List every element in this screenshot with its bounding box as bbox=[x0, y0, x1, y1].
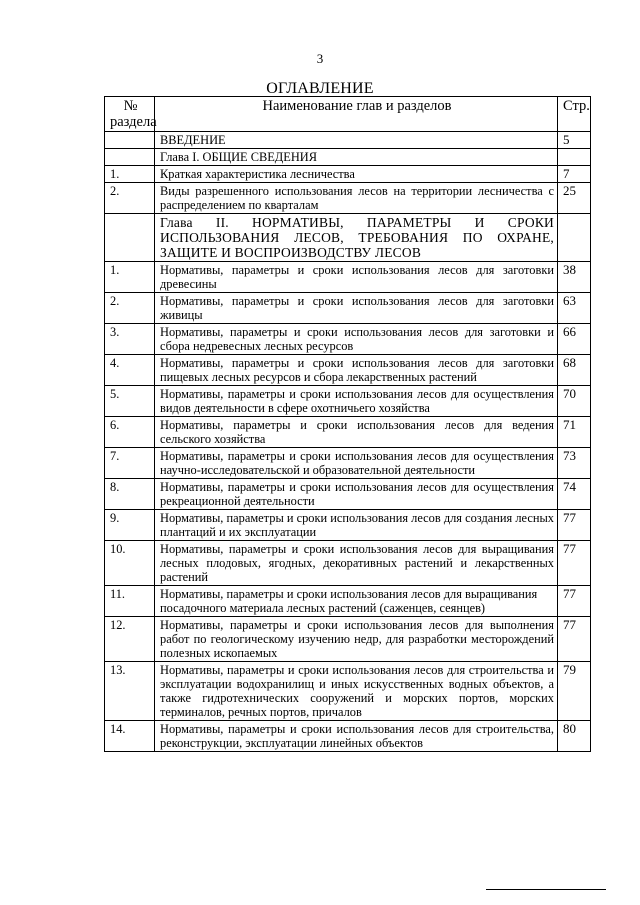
toc-row bbox=[105, 132, 591, 149]
toc-row bbox=[105, 510, 591, 541]
row-title: Нормативы, параметры и сроки использования лесов для осуществления научно-исследовательской и образовательной деятельности bbox=[155, 448, 558, 479]
row-title: Нормативы, параметры и сроки использования лесов для осуществления рекреационной деятельности bbox=[155, 479, 558, 510]
row-page: 63 bbox=[558, 293, 591, 324]
row-page: 74 bbox=[558, 479, 591, 510]
row-number: 2. bbox=[105, 293, 155, 324]
row-title: Глава II. НОРМАТИВЫ, ПАРАМЕТРЫ И СРОКИ ИСПОЛЬЗОВАНИЯ ЛЕСОВ, ТРЕБОВАНИЯ ПО ОХРАНЕ, ЗАЩИТЕ И ВОСПРОИЗВОДСТВУ ЛЕСОВ bbox=[155, 214, 558, 262]
row-page: 77 bbox=[558, 510, 591, 541]
row-page: 5 bbox=[558, 132, 591, 149]
row-number: 14. bbox=[105, 721, 155, 752]
toc-row bbox=[105, 721, 591, 752]
row-page bbox=[558, 214, 591, 262]
toc-row bbox=[105, 355, 591, 386]
toc-row bbox=[105, 586, 591, 617]
toc-row bbox=[105, 617, 591, 662]
toc-row bbox=[105, 417, 591, 448]
row-page: 66 bbox=[558, 324, 591, 355]
row-page: 77 bbox=[558, 586, 591, 617]
footer-divider bbox=[486, 889, 606, 890]
row-title: Глава I. ОБЩИЕ СВЕДЕНИЯ bbox=[155, 149, 558, 166]
header-page: Стр. bbox=[558, 97, 591, 132]
toc-header-row bbox=[105, 97, 591, 132]
row-page: 7 bbox=[558, 166, 591, 183]
row-title: Нормативы, параметры и сроки использования лесов для заготовки древесины bbox=[155, 262, 558, 293]
row-page: 38 bbox=[558, 262, 591, 293]
row-page: 71 bbox=[558, 417, 591, 448]
row-number: 1. bbox=[105, 166, 155, 183]
toc-row bbox=[105, 149, 591, 166]
row-page bbox=[558, 149, 591, 166]
row-title: Нормативы, параметры и сроки использования лесов для ведения сельского хозяйства bbox=[155, 417, 558, 448]
toc-row bbox=[105, 293, 591, 324]
row-title: Нормативы, параметры и сроки использования лесов для осуществления видов деятельности в сфере охотничьего хозяйства bbox=[155, 386, 558, 417]
row-title: Нормативы, параметры и сроки использования лесов для заготовки пищевых лесных ресурсов и сбора лекарственных растений bbox=[155, 355, 558, 386]
row-number: 4. bbox=[105, 355, 155, 386]
row-number: 2. bbox=[105, 183, 155, 214]
row-number bbox=[105, 214, 155, 262]
row-page: 70 bbox=[558, 386, 591, 417]
toc-row bbox=[105, 166, 591, 183]
row-number: 8. bbox=[105, 479, 155, 510]
toc-row bbox=[105, 214, 591, 262]
row-title: Нормативы, параметры и сроки использования лесов для выполнения работ по геологическому изучению недр, для разработки месторождений полезных ископаемых bbox=[155, 617, 558, 662]
row-number: 1. bbox=[105, 262, 155, 293]
row-number: 10. bbox=[105, 541, 155, 586]
row-title: Нормативы, параметры и сроки использования лесов для строительства, реконструкции, эксплуатации линейных объектов bbox=[155, 721, 558, 752]
row-number: 9. bbox=[105, 510, 155, 541]
row-title: Нормативы, параметры и сроки использования лесов для строительства и эксплуатации водохранилищ и иных искусственных водных объектов, а также гидротехнических сооружений и морских портов, морских терминалов, речных портов, причалов bbox=[155, 662, 558, 721]
row-title: Нормативы, параметры и сроки использования лесов для выращивания посадочного материала лесных растений (саженцев, сеянцев) bbox=[155, 586, 558, 617]
toc-row bbox=[105, 324, 591, 355]
row-number: 11. bbox=[105, 586, 155, 617]
header-section-number: № раздела bbox=[105, 97, 155, 132]
toc-row bbox=[105, 386, 591, 417]
row-title: Нормативы, параметры и сроки использования лесов для заготовки и сбора недревесных лесных ресурсов bbox=[155, 324, 558, 355]
row-page: 80 bbox=[558, 721, 591, 752]
page-number: 3 bbox=[316, 51, 324, 66]
row-page: 25 bbox=[558, 183, 591, 214]
row-page: 68 bbox=[558, 355, 591, 386]
row-number bbox=[105, 132, 155, 149]
row-title: ВВЕДЕНИЕ bbox=[155, 132, 558, 149]
toc-row bbox=[105, 183, 591, 214]
row-title: Виды разрешенного использования лесов на территории лесничества с распределением по кварталам bbox=[155, 183, 558, 214]
toc-row bbox=[105, 479, 591, 510]
row-page: 77 bbox=[558, 541, 591, 586]
toc-row bbox=[105, 541, 591, 586]
row-page: 73 bbox=[558, 448, 591, 479]
row-number: 13. bbox=[105, 662, 155, 721]
row-title: Нормативы, параметры и сроки использования лесов для заготовки живицы bbox=[155, 293, 558, 324]
row-title: Нормативы, параметры и сроки использования лесов для создания лесных плантаций и их эксплуатации bbox=[155, 510, 558, 541]
row-page: 77 bbox=[558, 617, 591, 662]
row-title: Нормативы, параметры и сроки использования лесов для выращивания лесных плодовых, ягодных, декоративных растений и лекарственных растений bbox=[155, 541, 558, 586]
row-number: 7. bbox=[105, 448, 155, 479]
toc-table bbox=[104, 96, 591, 752]
toc-row bbox=[105, 262, 591, 293]
toc-row bbox=[105, 662, 591, 721]
row-title: Краткая характеристика лесничества bbox=[155, 166, 558, 183]
row-number: 6. bbox=[105, 417, 155, 448]
header-section-name: Наименование глав и разделов bbox=[155, 97, 558, 132]
toc-row bbox=[105, 448, 591, 479]
row-page: 79 bbox=[558, 662, 591, 721]
page-title: ОГЛАВЛЕНИЕ bbox=[266, 80, 374, 97]
row-number bbox=[105, 149, 155, 166]
row-number: 5. bbox=[105, 386, 155, 417]
row-number: 3. bbox=[105, 324, 155, 355]
row-number: 12. bbox=[105, 617, 155, 662]
